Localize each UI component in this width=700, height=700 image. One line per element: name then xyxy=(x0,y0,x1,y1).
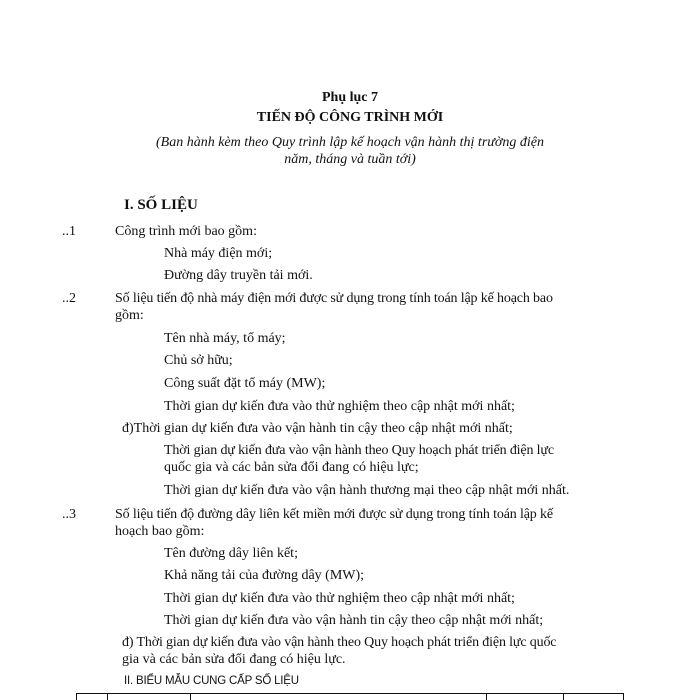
item-1-sub-2: Đường dây truyền tải mới. xyxy=(164,268,313,283)
item-2-number: ..2 xyxy=(62,291,76,306)
item-3-sub-2: Khả năng tải của đường dây (MW); xyxy=(164,568,365,583)
item-2-sub-6-line-1: Thời gian dự kiến đưa vào vận hành theo Quy hoạch phát triển điện lực xyxy=(164,443,554,458)
item-2-sub-4: Thời gian dự kiến đưa vào thử nghiệm theo cập nhật mới nhất; xyxy=(164,399,515,414)
item-2-sub-3: Công suất đặt tổ máy (MW); xyxy=(164,376,326,391)
table-column-divider xyxy=(107,694,108,700)
item-3-sub-3: Thời gian dự kiến đưa vào thử nghiệm theo cập nhật mới nhất; xyxy=(164,591,515,606)
item-1-text: Công trình mới bao gồm: xyxy=(115,224,257,239)
appendix-label: Phụ lục 7 xyxy=(321,90,378,105)
table-column-divider xyxy=(190,694,191,700)
item-2-sub-1: Tên nhà máy, tổ máy; xyxy=(164,331,286,346)
table-column-divider xyxy=(486,694,487,700)
table-column-divider xyxy=(563,694,564,700)
item-3-sub-1: Tên đường dây liên kết; xyxy=(164,546,298,561)
item-2-text-line-2: gồm: xyxy=(115,308,144,323)
document-title: TIẾN ĐỘ CÔNG TRÌNH MỚI xyxy=(256,110,444,125)
form-table-top xyxy=(76,693,624,700)
item-3-text-line-1: Số liệu tiến độ đường dây liên kết miền mới được sử dụng trong tính toán lập kế xyxy=(115,507,553,522)
item-3-text-line-2: hoạch bao gồm: xyxy=(115,524,205,539)
item-2-sub-5: đ)Thời gian dự kiến đưa vào vận hành tin cậy theo cập nhật mới nhất; xyxy=(122,421,513,436)
section-1-heading: I. SỐ LIỆU xyxy=(124,197,198,213)
item-3-sub-4: Thời gian dự kiến đưa vào vận hành tin cậy theo cập nhật mới nhất; xyxy=(164,613,544,628)
subtitle-line-1: (Ban hành kèm theo Quy trình lập kế hoạch vận hành thị trường điện xyxy=(156,135,544,150)
item-2-sub-2: Chủ sở hữu; xyxy=(164,353,233,368)
item-2-sub-7: Thời gian dự kiến đưa vào vận hành thương mại theo cập nhật mới nhất. xyxy=(164,483,570,498)
item-3-number: ..3 xyxy=(62,507,76,522)
item-2-text-line-1: Số liệu tiến độ nhà máy điện mới được sử dụng trong tính toán lập kế hoạch bao xyxy=(115,291,553,306)
item-3-sub-5-line-1: đ) Thời gian dự kiến đưa vào vận hành theo Quy hoạch phát triển điện lực quốc xyxy=(122,635,557,650)
item-1-sub-1: Nhà máy điện mới; xyxy=(164,246,273,261)
item-3-sub-5-line-2: gia và các bản sửa đổi đang có hiệu lực. xyxy=(122,652,346,667)
subtitle-line-2: năm, tháng và tuần tới) xyxy=(284,152,416,167)
section-2-heading: II. BIỂU MẪU CUNG CẤP SỐ LIỆU xyxy=(124,675,299,687)
item-1-number: ..1 xyxy=(62,224,76,239)
item-2-sub-6-line-2: quốc gia và các bản sửa đổi đang có hiệu lực; xyxy=(164,460,419,475)
